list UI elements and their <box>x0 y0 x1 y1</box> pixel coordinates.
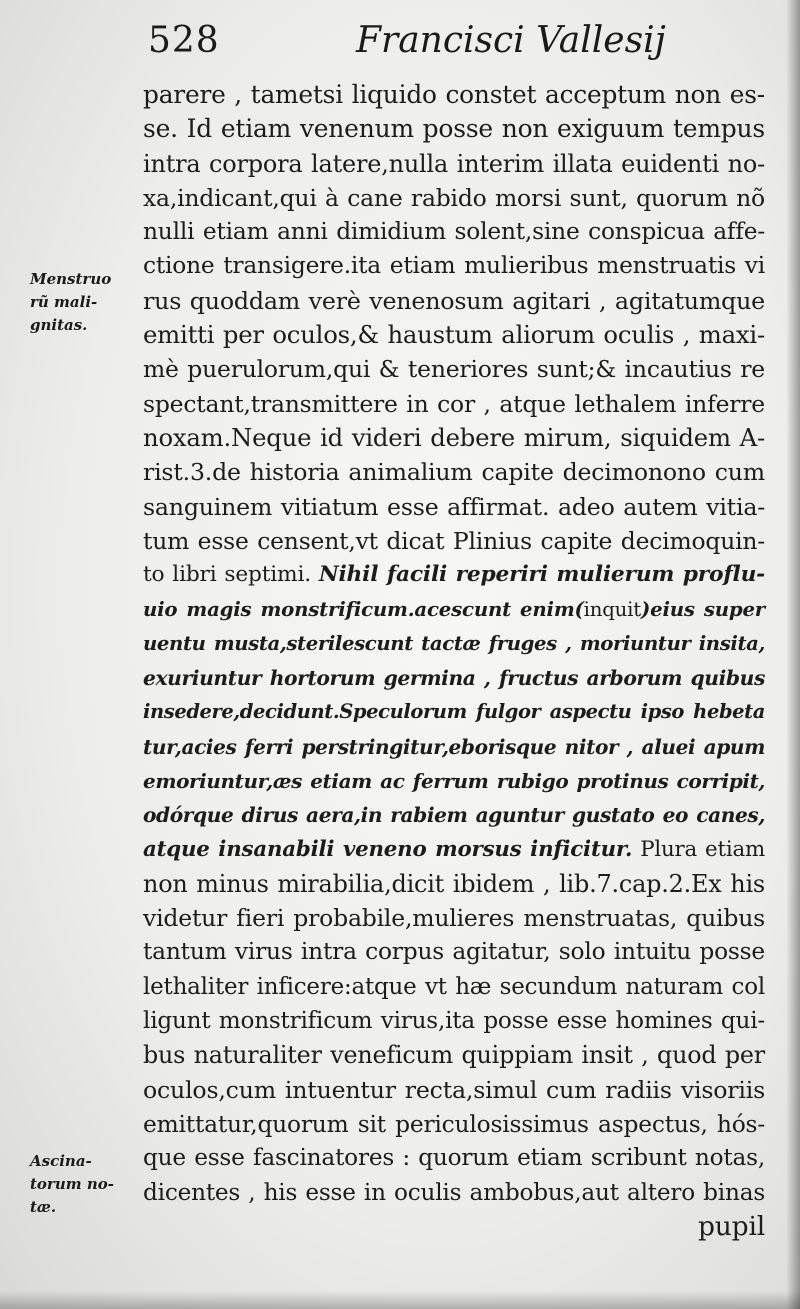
text-line <box>143 1038 765 1072</box>
margin-note-menstruorum <box>30 268 140 337</box>
text-line <box>143 764 765 798</box>
text-run: que esse fascinatores : quorum etiam scribunt notas, <box>143 1144 765 1172</box>
italic-quote-run: atque insanabili veneno morsus inficitur. <box>143 836 633 862</box>
text-line <box>143 387 765 421</box>
margin-note-line: tæ. <box>30 1198 57 1216</box>
text-run: sanguinem vitiatum esse affirmat. adeo autem vitia- <box>143 492 765 521</box>
text-line <box>143 490 765 524</box>
text-line <box>143 695 765 729</box>
text-run: intra corpora latere,nulla interim illata euidenti no- <box>143 149 765 178</box>
text-line <box>143 1004 765 1038</box>
italic-quote-run: uio magis monstrificum.acescunt enim( <box>143 597 584 622</box>
text-line <box>143 661 765 695</box>
text-line <box>143 901 765 935</box>
running-title: Francisci Vallesij <box>356 20 666 61</box>
text-line <box>143 592 765 626</box>
page-header <box>148 20 768 70</box>
text-run: oculos,cum intuentur recta,simul cum radiis visoriis <box>143 1075 765 1104</box>
italic-quote-run: uentu musta,sterilescunt tactæ fruges , moriuntur insita, <box>143 631 765 655</box>
text-line <box>143 318 765 352</box>
text-line <box>143 1176 765 1210</box>
text-run: videtur fieri probabile,mulieres menstruatas, quibus <box>143 904 765 933</box>
text-line <box>143 1210 765 1244</box>
italic-quote-run: )eius super <box>640 597 765 622</box>
text-run: pupil <box>698 1210 765 1242</box>
text-line <box>143 558 765 592</box>
text-line <box>143 1107 765 1141</box>
page-bottom-shadow <box>0 1291 800 1309</box>
text-run: ctione transigere.ita etiam mulieribus menstruatis vi <box>143 252 765 280</box>
italic-quote-run: odórque dirus aera,in rabiem aguntur gustato eo canes, <box>143 803 765 828</box>
text-line <box>143 970 765 1004</box>
text-run: bus naturaliter veneficum quippiam insit , quod per <box>143 1041 765 1070</box>
margin-note-line: rũ mali- <box>30 293 98 311</box>
page-edge-shadow <box>786 0 800 1309</box>
text-run: noxam.Neque id videri debere mirum, siquidem A- <box>143 422 765 452</box>
text-run: tantum virus intra corpus agitatur, solo intuitu posse <box>143 938 765 966</box>
text-line <box>143 730 765 764</box>
italic-quote-run: insedere,decidunt.Speculorum fulgor aspectu ipso hebeta <box>143 700 765 724</box>
text-line <box>143 181 765 215</box>
page-number: 528 <box>148 20 220 61</box>
text-run: xa,indicant,qui à cane rabido morsi sunt, quorum nõ <box>143 183 765 212</box>
text-line <box>143 78 765 112</box>
text-line <box>143 798 765 832</box>
text-run: tum esse censent,vt dicat Plinius capite decimoquin- <box>143 526 765 555</box>
text-run: nulli etiam anni dimidium solent,sine conspicua affe- <box>143 218 765 246</box>
margin-note-line: gnitas. <box>30 316 88 334</box>
text-line <box>143 147 765 181</box>
text-line <box>143 112 765 146</box>
text-line <box>143 215 765 249</box>
italic-quote-run: Nihil facili reperiri mulierum proflu- <box>318 562 766 588</box>
body-text <box>143 78 765 1244</box>
text-run: emittatur,quorum sit periculosissimus aspectus, hós- <box>143 1109 765 1138</box>
text-run: dicentes , his esse in oculis ambobus,aut altero binas <box>143 1178 765 1206</box>
text-line <box>143 524 765 558</box>
text-run: to libri septimi. <box>143 562 319 588</box>
text-run: parere , tametsi liquido constet acceptum non es- <box>143 80 765 109</box>
text-line <box>143 935 765 969</box>
text-line <box>143 249 765 283</box>
text-run: se. Id etiam venenum posse non exiguum tempus <box>143 114 765 144</box>
text-line <box>143 1141 765 1175</box>
text-run: non minus mirabilia,dicit ibidem , lib.7.cap.2.Ex his <box>143 869 765 898</box>
text-run: ligunt monstrificum virus,ita posse esse homines qui- <box>143 1008 765 1035</box>
italic-quote-run: emoriuntur,æs etiam ac ferrum rubigo protinus corripit, <box>143 768 765 793</box>
margin-note-fascinatorum <box>30 1150 140 1219</box>
text-run: mè puerulorum,qui & teneriores sunt;& incautius re <box>143 355 765 384</box>
text-line <box>143 284 765 318</box>
text-line <box>143 455 765 489</box>
text-run: inquit <box>583 598 641 622</box>
text-run: rist.3.de historia animalium capite decimonono cum <box>143 458 765 487</box>
text-run: Plura etiam <box>632 836 765 862</box>
text-line <box>143 421 765 455</box>
italic-quote-run: tur,acies ferri perstringitur,eborisque nitor , aluei apum <box>143 734 765 759</box>
text-run: spectant,transmittere in cor , atque lethalem inferre <box>143 389 765 418</box>
margin-note-line: Menstruo <box>30 270 112 288</box>
text-run: rus quoddam verè venenosum agitari , agitatumque <box>143 286 765 315</box>
text-line <box>143 352 765 386</box>
text-line <box>143 867 765 901</box>
text-line <box>143 627 765 661</box>
text-run: lethaliter inficere:atque vt hæ secundum naturam col <box>143 973 765 1000</box>
margin-note-line: torum no- <box>30 1175 114 1193</box>
text-line <box>143 1073 765 1107</box>
margin-note-line: Ascina- <box>30 1152 92 1170</box>
italic-quote-run: exuriuntur hortorum germina , fructus arborum quibus <box>143 666 765 691</box>
text-line <box>143 833 765 867</box>
text-run: emitti per oculos,& haustum aliorum oculis , maxi- <box>143 320 765 350</box>
